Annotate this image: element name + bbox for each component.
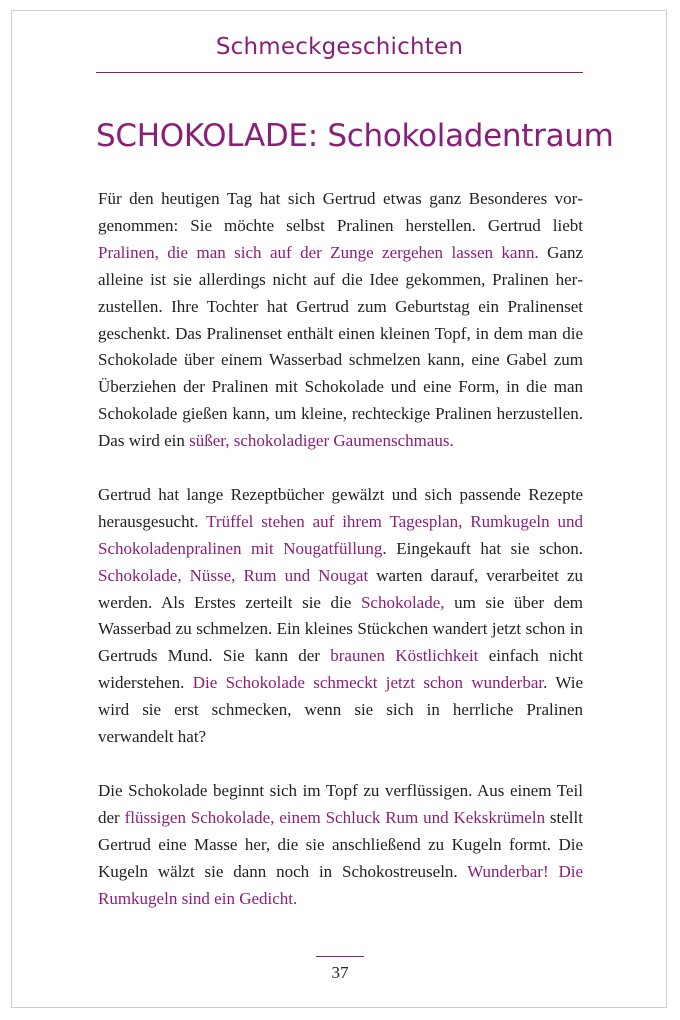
highlighted-phrase: Trüffel stehen auf ihrem Tagesplan, Rumkugeln und Schokoladenpralinen mit Nougatfüllung [98,511,583,558]
footer-divider [316,956,364,957]
text-segment: Gertrud hat lange Rezeptbücher gewälzt und sich passende Rezepte herausgesucht. [98,484,583,531]
paragraph-2 [98,482,583,751]
text-segment: warten darauf, verarbeitet zu werden. Als Erstes zerteilt sie die [98,565,583,612]
running-header: Schmeckgeschichten [215,34,464,60]
text-segment: Für den heutigen Tag hat sich Gertrud etwas ganz Besonderes vorgenommen: Sie möchte selbst Pralinen herstellen. Gertrud liebt [98,189,583,235]
highlighted-phrase: flüssigen Schokolade, einem Schluck Rum und Kekskrümeln [124,807,546,827]
paragraph-3 [98,778,583,913]
highlighted-phrase: süßer, schokoladiger Gaumenschmaus. [189,431,454,451]
highlighted-phrase: Die Schokolade schmeckt jetzt schon wunderbar [192,673,544,693]
text-segment: . Eingekauft hat sie schon. [382,538,583,558]
text-segment: stellt Gertrud eine Masse her, die sie anschließend zu Kugeln formt. Die Kugeln wälzt sie dann noch in Schokostreuseln. [98,807,583,881]
highlighted-phrase: Schokolade, [360,592,445,612]
highlighted-phrase: Schokolade, Nüsse, Rum und Nougat [98,565,369,585]
highlighted-phrase: Pralinen, die man sich auf der Zunge zergehen lassen kann. [98,242,539,262]
text-segment: Ganz alleine ist sie allerdings nicht auf die Idee gekommen, Pralinen herzustellen. Ihre Tochter hat Gertrud zum Geburtstag ein Pralinenset geschenkt. Das Pralinenset enthält einen kleinen Topf, in dem man die Schokolade über einem Wasserbad schmelzen kann, eine Gabel zum Überziehen der Pralinen mit Schokolade und eine Form, in die man Schokolade gießen kann, um kleine, rechteckige Pralinen herzustellen. Das wird ein [98,242,583,451]
page-number: 37 [331,963,349,982]
body-text [98,186,583,939]
header-divider [96,72,583,73]
text-segment: um sie über dem Wasserbad zu schmelzen. Ein kleines Stückchen wandert jetzt schon in Gertruds Mund. Sie kann der [98,592,583,666]
highlighted-phrase: Wunderbar! Die Rumkugeln sind ein Gedicht. [98,861,583,908]
text-segment: einfach nicht widerstehen. [98,646,583,693]
paragraph-1 [98,186,583,455]
text-segment: Die Schokolade beginnt sich im Topf zu verflüssigen. Aus einem Teil der [98,780,583,827]
highlighted-phrase: braunen Köstlichkeit [330,646,479,666]
chapter-title: SCHOKOLADE: Schokoladentraum [96,118,614,154]
text-segment: . Wie wird sie erst schmecken, wenn sie sich in herrliche Pralinen verwandelt hat? [98,673,583,747]
